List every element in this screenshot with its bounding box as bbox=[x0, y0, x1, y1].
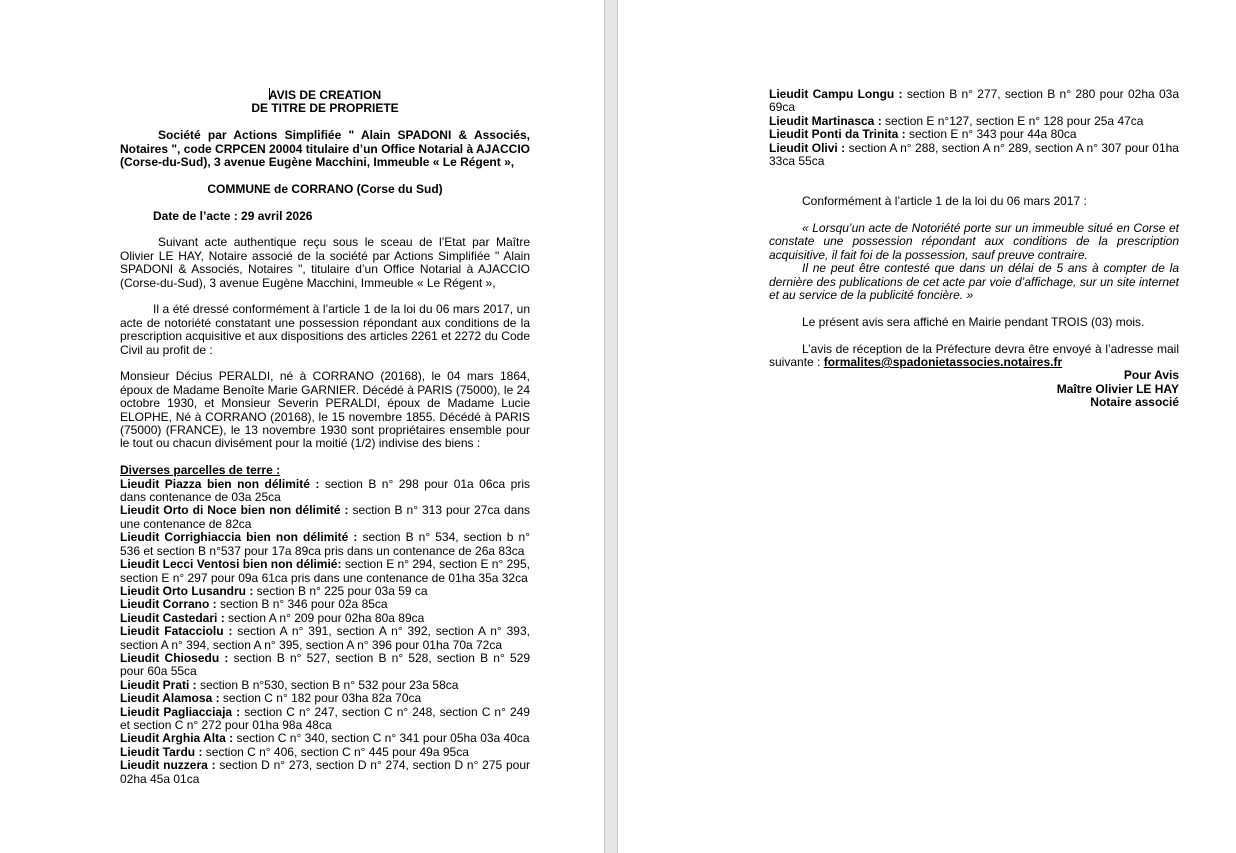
parcelle-lieudit: Lieudit Piazza bien non délimité : bbox=[120, 476, 320, 491]
parcelle-entry bbox=[120, 679, 530, 692]
company-paragraph: Société par Actions Simplifiée " Alain SPADONI & Associés, Notaires ", code CRPCEN 20004 titulaire d’un Office Notarial à AJACCIO (Corse-du-Sud), 3 avenue Eugène Macchini, Immeuble « Le Régent », bbox=[120, 128, 531, 170]
parcelle-lieudit: Lieudit Lecci Ventosi bien non délimié: bbox=[120, 557, 342, 572]
parcelle-details: section B n°530, section B n° 532 pour 23a 58ca bbox=[196, 677, 459, 692]
parcelle-lieudit: Lieudit Alamosa : bbox=[120, 691, 220, 706]
parcelle-entry bbox=[769, 142, 1179, 169]
accuse-text: L’avis de réception de la Préfecture devra être envoyé à l’adresse mail suivante : bbox=[769, 341, 1179, 370]
parcelle-details: section B n° 298 pour 01a 06ca pris dans contenance de 03a 25ca bbox=[120, 476, 531, 505]
parcelle-entry bbox=[120, 504, 530, 531]
parcelle-lieudit: Lieudit Ponti da Trinita : bbox=[769, 127, 906, 142]
parcelle-details: section E n° 343 pour 44a 80ca bbox=[905, 127, 1077, 142]
parcelle-entry bbox=[120, 652, 530, 679]
parcelle-lieudit: Lieudit nuzzera : bbox=[120, 758, 216, 773]
parcelle-lieudit: Lieudit Corrano : bbox=[120, 597, 217, 612]
signature-line-1: Pour Avis bbox=[1123, 368, 1179, 383]
date-acte: Date de l’acte : 29 avril 2026 bbox=[153, 208, 313, 223]
parcelle-lieudit: Lieudit Tardu : bbox=[120, 744, 203, 759]
parcelle-lieudit: Lieudit Prati : bbox=[120, 677, 197, 692]
parcelle-entry bbox=[120, 531, 530, 558]
parcelle-details: section B n° 346 pour 02a 85ca bbox=[216, 597, 388, 612]
parcelle-entry bbox=[120, 478, 530, 505]
title-line-1 bbox=[120, 88, 530, 102]
signature-line-2: Maître Olivier LE HAY bbox=[1056, 381, 1179, 396]
parcelle-details: section B n° 277, section B n° 280 pour 02ha 03a 69ca bbox=[769, 87, 1179, 115]
title-line-2: DE TITRE DE PROPRIETE bbox=[251, 101, 399, 116]
parcelle-entry bbox=[769, 128, 1179, 141]
quote-paragraph-1: « Lorsqu’un acte de Notoriété porte sur un immeuble situé en Corse et constate une possession répondant aux conditions de la prescription acquisitive, il fait foi de la possession, sauf preuve contraire. bbox=[769, 221, 1179, 262]
signature-line-3: Notaire associé bbox=[1090, 395, 1179, 410]
parcelle-lieudit: Lieudit Corrighiaccia bien non délimité : bbox=[120, 530, 358, 545]
parcelle-details: section C n° 182 pour 03ha 82a 70ca bbox=[219, 691, 422, 706]
conformement-line: Conformément à l’article 1 de la loi du 06 mars 2017 : bbox=[802, 194, 1087, 209]
parcelle-lieudit: Lieudit Orto di Noce bien non délimité : bbox=[120, 503, 349, 518]
accuse-reception-paragraph bbox=[769, 343, 1179, 370]
parcelle-details: section C n° 406, section C n° 445 pour 49a 95ca bbox=[202, 744, 469, 759]
parcelle-entry bbox=[120, 746, 530, 759]
parcelle-details: section A n° 288, section A n° 289, section A n° 307 pour 01ha 33ca 55ca bbox=[769, 140, 1179, 169]
parcelle-lieudit: Lieudit Castedari : bbox=[120, 610, 225, 625]
parcelle-details: section C n° 340, section C n° 341 pour 05ha 03a 40ca bbox=[233, 731, 530, 746]
parcelle-details: section D n° 273, section D n° 274, section D n° 275 pour 02ha 45a 01ca bbox=[120, 758, 531, 786]
parcelle-details: section B n° 225 pour 03a 59 ca bbox=[253, 583, 428, 598]
paragraph-beneficiaires: Monsieur Décius PERALDI, né à CORRANO (20168), le 04 mars 1864, époux de Madame Benoîte Marie GARNIER. Décédé à PARIS (75000), le 24 octobre 1930, et Monsieur Severin PERALDI, époux de Madame Lucie ELOPHE, Né à CORRANO (20168), le 15 novembre 1855. Décédé à PARIS (75000) (FRANCE), le 13 novembre 1930 sont propriétaires ensemble pour le tout ou chacun divisément pour la moitié (1/2) indivise des biens : bbox=[120, 369, 530, 451]
paragraph-dresse: Il a été dressé conformément à l’article 1 de la loi du 06 mars 2017, un acte de notoriété constatant une possession répondant aux conditions de la prescription acquisitive et aux dispositions des articles 2261 et 2272 du Code Civil au profit de : bbox=[120, 302, 530, 357]
paragraph-suivant-acte: Suivant acte authentique reçu sous le sceau de l’Etat par Maître Olivier LE HAY, Notaire associé de la société par Actions Simplifiée " Alain SPADONI & Associés, Notaires ", titulaire d’un Office Notarial à AJACCIO (Corse-du-Sud), 3 avenue Eugène Macchini, Immeuble « Le Régent », bbox=[120, 235, 530, 290]
affichage-line: Le présent avis sera affiché en Mairie pendant TROIS (03) mois. bbox=[802, 314, 1145, 329]
parcelle-lieudit: Lieudit Orto Lusandru : bbox=[120, 583, 254, 598]
parcelle-lieudit: Lieudit Campu Longu : bbox=[769, 87, 903, 101]
parcelle-details: section B n° 527, section B n° 528, section B n° 529 pour 60a 55ca bbox=[120, 650, 530, 679]
parcelles-list-left bbox=[120, 478, 530, 786]
parcelle-details: section A n° 391, section A n° 392, section A n° 393, section A n° 394, section A n° 395, section A n° 396 pour 01ha 70a 72ca bbox=[120, 624, 530, 652]
right-page-body bbox=[769, 88, 1179, 410]
parcelle-entry bbox=[120, 706, 530, 733]
page-gutter bbox=[604, 0, 618, 853]
document-page-right[interactable] bbox=[618, 0, 1236, 853]
parcelle-details: section E n°127, section E n° 128 pour 25a 47ca bbox=[881, 113, 1144, 128]
parcelle-details: section B n° 313 pour 27ca dans une contenance de 82ca bbox=[120, 503, 530, 531]
parcelle-lieudit: Lieudit Pagliacciaja : bbox=[120, 704, 241, 719]
quote-paragraph-2: Il ne peut être contesté que dans un délai de 5 ans à compter de la dernière des publications de cet acte par voie d’affichage, sur un site internet et au service de la publicité foncière. » bbox=[769, 261, 1179, 303]
parcelle-entry bbox=[120, 598, 530, 611]
parcelle-entry bbox=[120, 732, 530, 745]
parcelle-entry bbox=[120, 692, 530, 705]
parcelles-list-right bbox=[769, 88, 1179, 168]
document-page-left[interactable] bbox=[0, 0, 604, 853]
commune-heading: COMMUNE de CORRANO (Corse du Sud) bbox=[207, 181, 443, 196]
parcelle-details: section B n° 534, section b n° 536 et section B n°537 pour 17a 89ca pris dans un contenance de 26a 83ca bbox=[120, 530, 530, 558]
parcelle-entry bbox=[120, 585, 530, 598]
parcelle-details: section E n° 294, section E n° 295, section E n° 297 pour 09a 61ca pris dans une contenance de 01ha 35a 32ca bbox=[120, 557, 530, 585]
parcelle-lieudit: Lieudit Fatacciolu : bbox=[120, 624, 233, 639]
email-link[interactable]: formalites@spadonietassocies.notaires.fr bbox=[823, 355, 1063, 370]
parcelle-lieudit: Lieudit Chiosedu : bbox=[120, 650, 229, 665]
parcelle-entry bbox=[120, 612, 530, 625]
parcelle-entry bbox=[120, 759, 530, 786]
parcelles-heading: Diverses parcelles de terre : bbox=[120, 463, 281, 478]
parcelle-entry bbox=[769, 88, 1179, 115]
parcelle-lieudit: Lieudit Arghia Alta : bbox=[120, 731, 234, 746]
title-text-1: AVIS DE CREATION bbox=[268, 88, 382, 102]
parcelle-details: section A n° 209 pour 02ha 80a 89ca bbox=[224, 610, 425, 625]
parcelle-entry bbox=[120, 625, 530, 652]
left-page-body bbox=[120, 88, 530, 786]
parcelle-lieudit: Lieudit Olivi : bbox=[769, 140, 846, 155]
parcelle-entry bbox=[769, 115, 1179, 128]
parcelle-entry bbox=[120, 558, 530, 585]
parcelle-details: section C n° 247, section C n° 248, section C n° 249 et section C n° 272 pour 01ha 98a 48ca bbox=[120, 704, 530, 732]
parcelle-lieudit: Lieudit Martinasca : bbox=[769, 113, 882, 128]
